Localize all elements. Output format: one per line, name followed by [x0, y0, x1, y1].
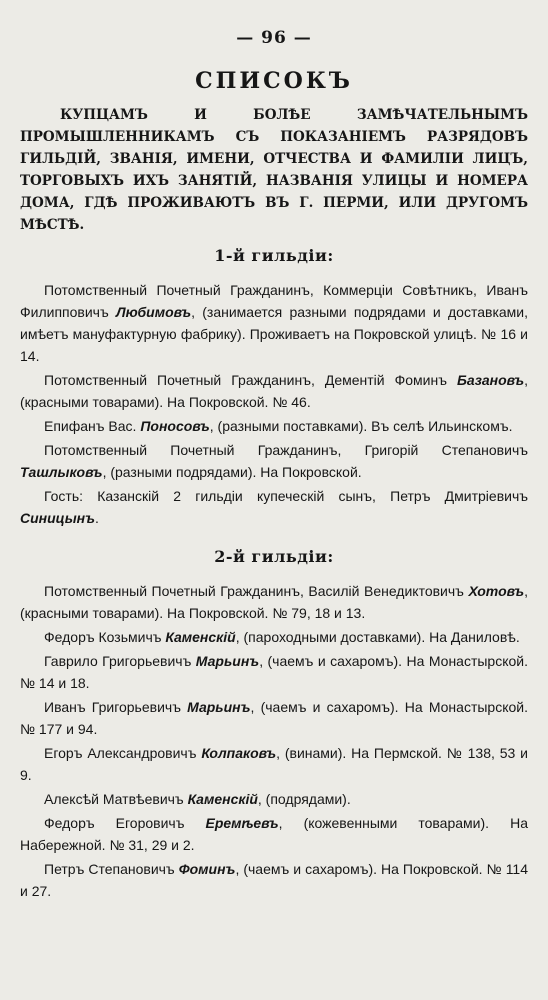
page-subtitle: КУПЦАМЪ И БОЛѢЕ ЗАМѢЧАТЕЛЬНЫМЪ ПРОМЫШЛЕННИКАМЪ СЪ ПОКАЗАНІЕМЪ РАЗРЯДОВЪ ГИЛЬДІЙ, ЗВАНІЯ, ИМЕНИ, ОТЧЕСТВА И ФАМИЛІИ ЛИЦЪ, ТОРГОВЫХЪ ИХЪ ЗАНЯТІЙ, НАЗВАНІЯ УЛИЦЫ И НОМЕРА ДОМА, ГДѢ ПРОЖИВАЮТЪ ВЪ Г. ПЕРМИ, ИЛИ ДРУГОМЪ МѢСТѢ. — [20, 107, 528, 233]
list-item: Федоръ Козьмичъ Каменскій, (пароходными доставками). На Даниловѣ. — [44, 629, 520, 645]
merchant-surname: Еремѣевъ — [205, 815, 279, 831]
merchant-surname: Ташлыковъ — [20, 464, 103, 480]
merchant-surname: Марьинъ — [195, 653, 260, 669]
list-item: Петръ Степановичъ Фоминъ, (чаемъ и сахаромъ). На Покровской. № 114 и 27. — [20, 861, 529, 899]
list-item: Епифанъ Вас. Поносовъ, (разными поставками). Въ селѣ Ильинскомъ. — [44, 418, 513, 434]
page-title: СПИСОКЪ — [195, 68, 353, 94]
merchant-surname: Каменскій — [187, 791, 258, 807]
merchant-surname: Марьинъ — [187, 699, 251, 715]
list-item: Федоръ Егоровичъ Еремѣевъ, (кожевенными товарами). На Набережной. № 31, 29 и 2. — [20, 815, 528, 853]
list-item: Гаврило Григорьевичъ Марьинъ, (чаемъ и сахаромъ). На Монастырской. № 14 и 18. — [20, 653, 529, 691]
list-item: Алексѣй Матвѣевичъ Каменскій, (подрядами). — [44, 791, 351, 807]
merchant-surname: Синицынъ — [20, 510, 96, 526]
list-item: Потомственный Почетный Гражданинъ, Коммерціи Совѣтникъ, Иванъ Филипповичъ Любимовъ, (занимается разными подрядами и доставками, имѣетъ мануфактурную фабрику). Проживаетъ на Покровской улицѣ. № 16 и 14. — [20, 282, 529, 364]
page-number: — 96 — — [236, 28, 312, 48]
list-item: Потомственный Почетный Гражданинъ, Григорій Степановичъ Ташлыковъ, (разными подрядами). На Покровской. — [20, 442, 528, 480]
section-heading-guild2: 2-й гильдіи: — [214, 547, 334, 566]
list-item: Егоръ Александровичъ Колпаковъ, (винами). На Пермской. № 138, 53 и 9. — [20, 745, 528, 783]
merchant-surname: Хотовъ — [468, 583, 525, 599]
list-item: Потомственный Почетный Гражданинъ, Дементій Фоминъ Базановъ, (красными товарами). На Покровской. № 46. — [20, 372, 528, 410]
merchant-surname: Колпаковъ — [201, 745, 277, 761]
merchant-surname: Любимовъ — [115, 304, 192, 320]
list-item: Потомственный Почетный Гражданинъ, Василій Венедиктовичъ Хотовъ, (красными товарами). На Покровской. № 79, 18 и 13. — [20, 583, 528, 621]
merchant-surname: Фоминъ — [178, 861, 236, 877]
merchant-surname: Каменскій — [165, 629, 236, 645]
section-heading-guild1: 1-й гильдіи: — [214, 246, 334, 265]
merchant-surname: Поносовъ — [140, 418, 210, 434]
list-item: Иванъ Григорьевичъ Марьинъ, (чаемъ и сахаромъ). На Монастырской. № 177 и 94. — [20, 699, 528, 737]
list-item: Гость: Казанскій 2 гильдіи купеческій сынъ, Петръ Дмитріевичъ Синицынъ. — [20, 488, 528, 526]
merchant-surname: Базановъ — [457, 372, 525, 388]
